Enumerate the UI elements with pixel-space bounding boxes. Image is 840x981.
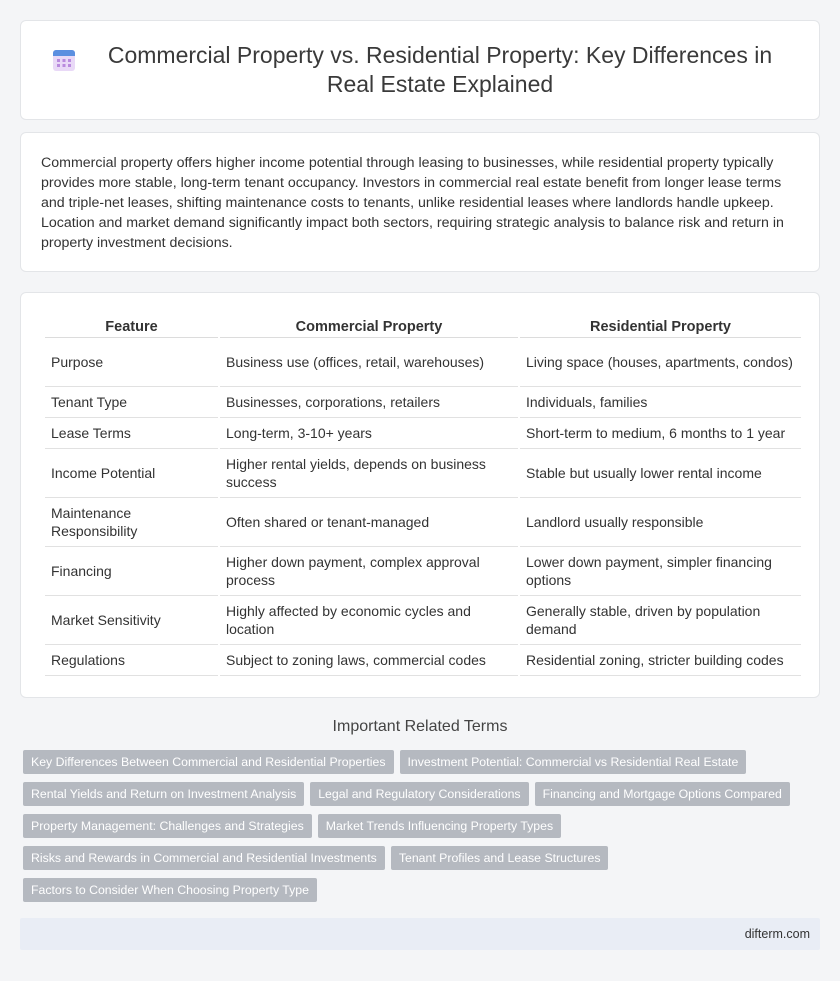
related-term-tag[interactable]: Key Differences Between Commercial and Residential Properties <box>23 750 394 774</box>
tag-row <box>23 846 823 870</box>
table-row <box>45 596 801 645</box>
table-row <box>45 387 801 418</box>
table-cell: Short-term to medium, 6 months to 1 year <box>520 418 801 449</box>
related-terms-tags <box>23 750 823 910</box>
related-terms-title: Important Related Terms <box>332 718 508 735</box>
table-row <box>45 449 801 498</box>
table-cell: Maintenance Responsibility <box>45 498 218 547</box>
related-term-tag[interactable]: Financing and Mortgage Options Compared <box>535 782 790 806</box>
column-header-commercial: Commercial Property <box>220 313 518 338</box>
column-header-feature: Feature <box>45 313 218 338</box>
tag-row <box>23 782 823 806</box>
related-term-tag[interactable]: Rental Yields and Return on Investment Analysis <box>23 782 304 806</box>
table-cell: Higher rental yields, depends on business success <box>220 449 518 498</box>
related-term-tag[interactable]: Investment Potential: Commercial vs Residential Real Estate <box>400 750 747 774</box>
table-row <box>45 498 801 547</box>
table-cell: Highly affected by economic cycles and location <box>220 596 518 645</box>
table-cell: Financing <box>45 547 218 596</box>
related-term-tag[interactable]: Factors to Consider When Choosing Property Type <box>23 878 317 902</box>
table-cell: Lower down payment, simpler financing options <box>520 547 801 596</box>
tag-row <box>23 814 823 838</box>
related-term-tag[interactable]: Risks and Rewards in Commercial and Residential Investments <box>23 846 385 870</box>
related-term-tag[interactable]: Tenant Profiles and Lease Structures <box>391 846 609 870</box>
table-cell: Income Potential <box>45 449 218 498</box>
table-cell: Long-term, 3-10+ years <box>220 418 518 449</box>
table-cell: Landlord usually responsible <box>520 498 801 547</box>
table-cell: Business use (offices, retail, warehouses) <box>220 338 518 387</box>
related-term-tag[interactable]: Property Management: Challenges and Strategies <box>23 814 312 838</box>
table-cell: Subject to zoning laws, commercial codes <box>220 645 518 676</box>
table-cell: Businesses, corporations, retailers <box>220 387 518 418</box>
intro-paragraph: Commercial property offers higher income potential through leasing to businesses, while residential property typically provides more stable, long-term tenant occupancy. Investors in commercial real estate benefit from longer lease terms and triple-net leases, shifting maintenance costs to tenants, unlike residential leases where landlords handle upkeep. Location and market demand significantly impact both sectors, requiring strategic analysis to balance risk and return in property investment decisions. <box>41 155 784 251</box>
intro-card <box>20 132 820 272</box>
tag-row <box>23 878 823 902</box>
table-cell: Living space (houses, apartments, condos) <box>520 338 801 387</box>
table-cell: Market Sensitivity <box>45 596 218 645</box>
table-cell: Individuals, families <box>520 387 801 418</box>
footer-site-link[interactable]: difterm.com <box>744 927 810 941</box>
table-cell: Stable but usually lower rental income <box>520 449 801 498</box>
header-card <box>20 20 820 120</box>
table-row <box>45 338 801 387</box>
table-cell: Tenant Type <box>45 387 218 418</box>
comparison-table <box>43 313 803 676</box>
related-term-tag[interactable]: Legal and Regulatory Considerations <box>310 782 528 806</box>
related-term-tag[interactable]: Market Trends Influencing Property Types <box>318 814 561 838</box>
table-cell: Purpose <box>45 338 218 387</box>
table-row <box>45 418 801 449</box>
page-title: Commercial Property vs. Residential Property: Key Differences in Real Estate Explained <box>107 42 773 97</box>
table-cell: Often shared or tenant-managed <box>220 498 518 547</box>
table-cell: Higher down payment, complex approval process <box>220 547 518 596</box>
table-row <box>45 645 801 676</box>
footer <box>20 918 820 950</box>
table-cell: Residential zoning, stricter building codes <box>520 645 801 676</box>
table-header-row <box>45 313 801 338</box>
table-cell: Regulations <box>45 645 218 676</box>
calendar-grid-icon <box>51 47 77 73</box>
table-row <box>45 547 801 596</box>
tag-row <box>23 750 823 774</box>
table-cell: Lease Terms <box>45 418 218 449</box>
table-cell: Generally stable, driven by population demand <box>520 596 801 645</box>
comparison-table-card <box>20 292 820 698</box>
column-header-residential: Residential Property <box>520 313 801 338</box>
